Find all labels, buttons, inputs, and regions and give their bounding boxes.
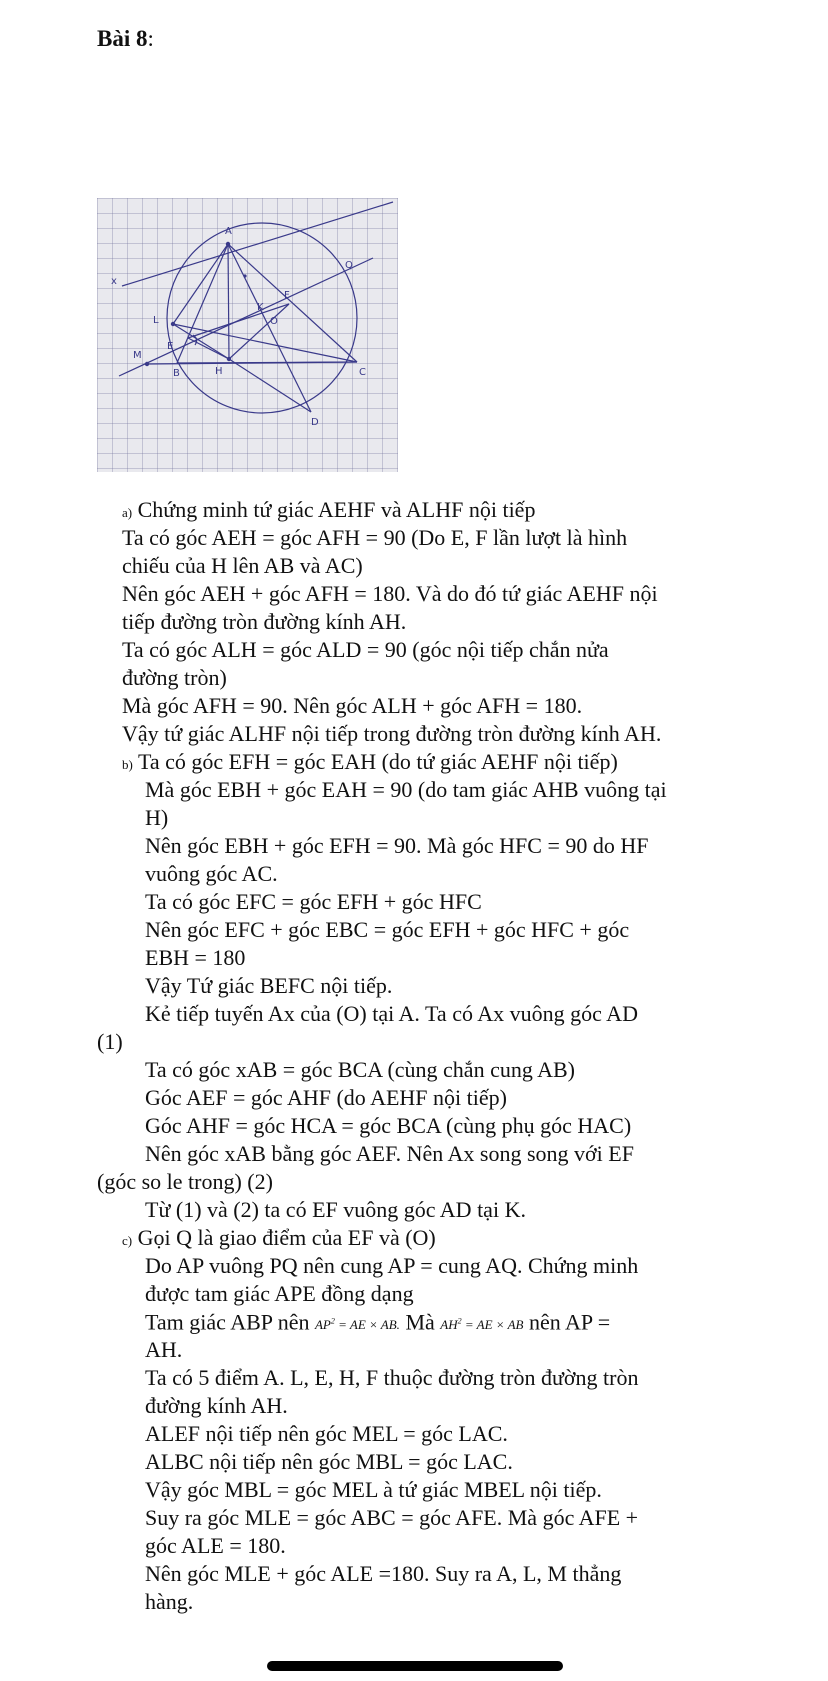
label-x: x: [111, 276, 117, 287]
text-line: Mà góc EBH + góc EAH = 90 (do tam giác AHB vuông tại: [145, 777, 667, 802]
text-line: EBH = 180: [145, 945, 246, 970]
segment-ac: [228, 244, 357, 362]
label-k: K: [257, 302, 264, 313]
label-m: M: [133, 350, 142, 361]
label-f: F: [284, 290, 290, 301]
formula-ap-squared: [315, 1317, 400, 1332]
text-line: Nên góc MLE + góc ALE =180. Suy ra A, L, M thẳng: [145, 1561, 622, 1586]
formula-part: AH: [440, 1317, 458, 1333]
text-line: Ta có góc AEH = góc AFH = 90 (Do E, F lần lượt là hình: [122, 525, 628, 550]
formula-exponent: 2: [330, 1317, 335, 1326]
text-line: AH.: [145, 1337, 183, 1362]
text-line: Ta có góc ALH = góc ALD = 90 (góc nội tiếp chắn nửa: [122, 637, 609, 662]
text-segment: Tam giác ABP nên: [145, 1309, 315, 1335]
text-line: Nên góc EFC + góc EBC = góc EFH + góc HFC + góc: [145, 917, 630, 942]
text-line: Do AP vuông PQ nên cung AP = cung AQ. Chứng minh: [145, 1253, 639, 1278]
segment-lc: [173, 324, 357, 362]
text-line: Vậy tứ giác ALHF nội tiếp trong đường tròn đường kính AH.: [122, 721, 662, 746]
text-line: Vậy góc MBL = góc MEL à tứ giác MBEL nội tiếp.: [145, 1477, 602, 1502]
label-b: B: [173, 368, 180, 379]
text-line: Nên góc xAB bằng góc AEF. Nên Ax song song với EF: [145, 1141, 634, 1166]
text-line: Vậy Tứ giác BEFC nội tiếp.: [145, 973, 393, 998]
exercise-title-colon: :: [147, 26, 154, 51]
marker-a: a): [122, 505, 133, 520]
segment-eh: [188, 338, 229, 359]
label-e: E: [167, 341, 174, 352]
exercise-title: [97, 26, 154, 52]
text-part-c-heading: Gọi Q là giao điểm của EF và (O): [137, 1225, 436, 1250]
text-line: Góc AHF = góc HCA = góc BCA (cùng phụ góc HAC): [145, 1113, 632, 1138]
geometry-figure: [97, 198, 398, 472]
geometry-sketch: [97, 198, 398, 472]
text-line: (góc so le trong) (2): [97, 1169, 273, 1194]
tangent-line-ax: [122, 202, 393, 286]
formula-part: = AE × AB: [461, 1317, 524, 1333]
text-line: H): [145, 805, 169, 830]
label-d: D: [311, 417, 319, 428]
line-part-a-heading: [122, 496, 535, 527]
home-indicator[interactable]: [267, 1661, 563, 1671]
formula-exponent: 2: [457, 1317, 462, 1326]
segment-hd: [229, 359, 311, 412]
text-line: Góc AEF = góc AHF (do AEHF nội tiếp): [145, 1085, 507, 1110]
segment-al: [173, 244, 228, 324]
marker-b: b): [122, 757, 133, 772]
text-line: tiếp đường tròn đường kính AH.: [122, 609, 407, 634]
formula-ah-squared: [440, 1317, 523, 1332]
text-line: Ta có góc EFC = góc EFH + góc HFC: [145, 889, 482, 914]
text-line: Ta có 5 điểm A. L, E, H, F thuộc đường tròn đường tròn: [145, 1365, 639, 1390]
text-line: Nên góc AEH + góc AFH = 180. Và do đó tứ giác AEHF nội: [122, 581, 658, 606]
text-line: ALEF nội tiếp nên góc MEL = góc LAC.: [145, 1421, 508, 1446]
text-line: góc ALE = 180.: [145, 1533, 286, 1558]
text-line: vuông góc AC.: [145, 861, 278, 886]
marker-c: c): [122, 1233, 133, 1248]
line-part-c-heading: [122, 1224, 436, 1255]
exercise-title-bold: Bài 8: [97, 26, 148, 51]
text-part-b-heading: Ta có góc EFH = góc EAH (do tứ giác AEHF nội tiếp): [137, 749, 618, 774]
label-a: A: [225, 226, 232, 237]
formula-part: = AE × AB.: [334, 1317, 400, 1333]
formula-part: AP: [314, 1317, 331, 1333]
text-line: Nên góc EBH + góc EFH = 90. Mà góc HFC = 90 do HF: [145, 833, 649, 858]
text-segment: nên AP =: [523, 1309, 611, 1335]
line-part-b-heading: [122, 748, 618, 779]
text-line: đường kính AH.: [145, 1393, 288, 1418]
text-line: Suy ra góc MLE = góc ABC = góc AFE. Mà góc AFE +: [145, 1505, 639, 1530]
text-line: chiếu của H lên AB và AC): [122, 553, 363, 578]
text-part-a-heading: Chứng minh tứ giác AEHF và ALHF nội tiếp: [137, 497, 536, 522]
segment-ah: [228, 244, 229, 359]
text-line: (1): [97, 1029, 123, 1054]
label-c: C: [359, 367, 366, 378]
text-line: Kẻ tiếp tuyến Ax của (O) tại A. Ta có Ax vuông góc AD: [145, 1001, 638, 1026]
label-o: O: [270, 316, 278, 327]
text-line: ALBC nội tiếp nên góc MBL = góc LAC.: [145, 1449, 513, 1474]
text-line: Ta có góc xAB = góc BCA (cùng chắn cung AB): [145, 1057, 576, 1082]
label-q: Q: [345, 260, 353, 271]
text-line: Từ (1) và (2) ta có EF vuông góc AD tại K.: [145, 1197, 526, 1222]
text-line: được tam giác APE đồng dạng: [145, 1281, 414, 1306]
circle-o: [167, 223, 357, 413]
label-l: L: [153, 315, 159, 326]
text-line: đường tròn): [122, 665, 227, 690]
segment-ad: [228, 244, 311, 412]
text-segment: Mà: [399, 1309, 441, 1335]
text-line-formula: [145, 1308, 610, 1339]
text-line: Mà góc AFH = 90. Nên góc ALH + góc AFH = 180.: [122, 693, 583, 718]
text-line: hàng.: [145, 1589, 194, 1614]
label-h: H: [215, 366, 223, 377]
